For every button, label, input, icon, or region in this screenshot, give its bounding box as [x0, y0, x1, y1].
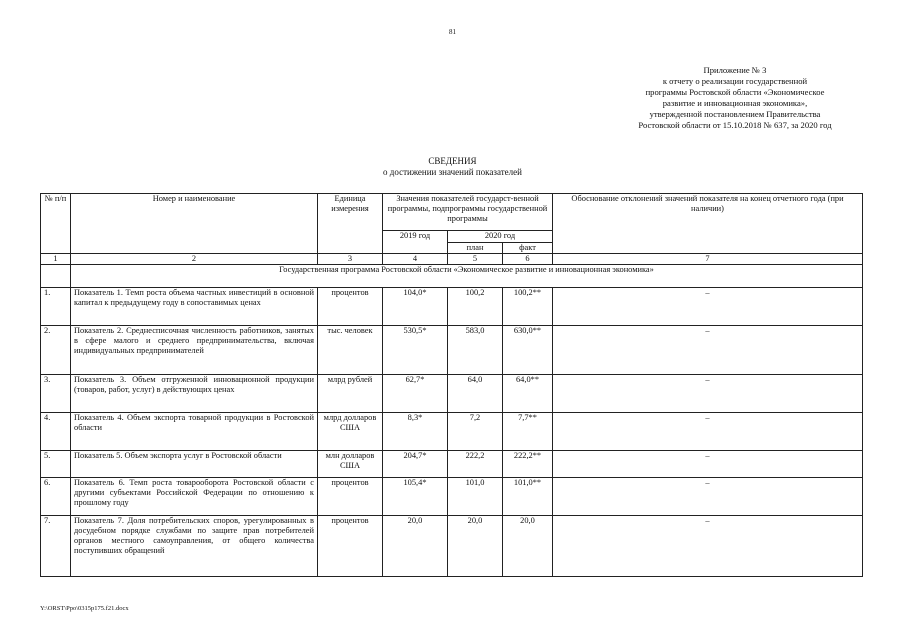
header-year-2020: 2020 год — [448, 231, 553, 243]
row-name: Показатель 7. Доля потребительских споров, урегулированных в досудебном порядке службами по защите прав потребителей органов местного самоуправления, от общего количества поступивших обращений — [71, 516, 318, 577]
row-num: 3. — [41, 375, 71, 413]
program-title-text: Государственная программа Ростовской области «Экономическое развитие и инновационная экономика» — [279, 265, 654, 275]
row-fact: 101,0** — [503, 478, 553, 516]
row-name: Показатель 4. Объем экспорта товарной продукции в Ростовской области — [71, 413, 318, 451]
header-fact: факт — [503, 243, 553, 254]
row-note: – — [553, 326, 863, 375]
appendix-line: утвержденной постановлением Правительства — [649, 109, 821, 120]
row-num: 1. — [41, 288, 71, 326]
row-fact: 20,0 — [503, 516, 553, 577]
table-row — [41, 451, 863, 478]
row-num: 7. — [41, 516, 71, 577]
column-number: 4 — [383, 254, 448, 265]
row-name: Показатель 2. Среднесписочная численность работников, занятых в сфере малого и среднего предпринимательства, включая индивидуальных предпринимателей — [71, 326, 318, 375]
title-subheading: о достижении значений показателей — [383, 167, 522, 177]
column-number: 6 — [503, 254, 553, 265]
header-values: Значения показателей государст-венной программы, подпрограммы государственной программы — [383, 194, 553, 231]
row-num: 4. — [41, 413, 71, 451]
row-2019: 204,7* — [383, 451, 448, 478]
column-number: 3 — [318, 254, 383, 265]
row-fact: 7,7** — [503, 413, 553, 451]
file-path-footer: Y:\ORST\Ppo\0315p175.f21.docx — [40, 605, 129, 612]
header-unit: Единица измерения — [318, 194, 383, 254]
row-name: Показатель 5. Объем экспорта услуг в Ростовской области — [71, 451, 318, 478]
title-heading: СВЕДЕНИЯ — [428, 156, 477, 166]
table-row — [41, 413, 863, 451]
column-number: 1 — [41, 254, 71, 265]
appendix-line: Приложение № 3 — [703, 65, 767, 75]
appendix-block — [600, 65, 870, 132]
row-fact: 630,0** — [503, 326, 553, 375]
row-unit: млрд рублей — [318, 375, 383, 413]
header-year-2019: 2019 год — [383, 231, 448, 254]
row-name: Показатель 3. Объем отгруженной инновационной продукции (товаров, работ, услуг) в действующих ценах — [71, 375, 318, 413]
table-row — [41, 516, 863, 577]
header-plan: план — [448, 243, 503, 254]
row-unit: процентов — [318, 478, 383, 516]
header-justification: Обоснование отклонений значений показателя на конец отчетного года (при наличии) — [553, 194, 863, 254]
appendix-line: Ростовской области от 15.10.2018 № 637, за 2020 год — [638, 120, 832, 131]
row-plan: 100,2 — [448, 288, 503, 326]
row-name: Показатель 6. Темп роста товарооборота Ростовской области с другими субъектами Российской Федерации по отношению к прошлому году — [71, 478, 318, 516]
indicators-table — [40, 193, 863, 577]
appendix-line: развитие и инновационная экономика», — [662, 98, 808, 109]
row-2019: 104,0* — [383, 288, 448, 326]
row-note: – — [553, 413, 863, 451]
table-row — [41, 326, 863, 375]
row-unit: процентов — [318, 516, 383, 577]
header-num: № п/п — [41, 194, 71, 254]
program-title — [71, 265, 863, 288]
row-num: 6. — [41, 478, 71, 516]
row-fact: 64,0** — [503, 375, 553, 413]
row-2019: 62,7* — [383, 375, 448, 413]
row-plan: 20,0 — [448, 516, 503, 577]
row-note: – — [553, 288, 863, 326]
row-unit: процентов — [318, 288, 383, 326]
column-number: 2 — [71, 254, 318, 265]
row-plan: 7,2 — [448, 413, 503, 451]
row-unit: млн долларов США — [318, 451, 383, 478]
row-plan: 64,0 — [448, 375, 503, 413]
column-number: 5 — [448, 254, 503, 265]
document-title — [0, 156, 905, 178]
page-number: 81 — [449, 28, 456, 36]
header-name: Номер и наименование — [71, 194, 318, 254]
row-2019: 105,4* — [383, 478, 448, 516]
row-unit: тыс. человек — [318, 326, 383, 375]
row-note: – — [553, 478, 863, 516]
column-number: 7 — [553, 254, 863, 265]
row-plan: 222,2 — [448, 451, 503, 478]
table-row — [41, 288, 863, 326]
row-note: – — [553, 375, 863, 413]
row-plan: 101,0 — [448, 478, 503, 516]
row-note: – — [553, 451, 863, 478]
row-fact: 222,2** — [503, 451, 553, 478]
row-note: – — [553, 516, 863, 577]
row-2019: 530,5* — [383, 326, 448, 375]
appendix-line: к отчету о реализации государственной — [662, 76, 808, 87]
row-num: 2. — [41, 326, 71, 375]
row-unit: млрд долларов США — [318, 413, 383, 451]
row-plan: 583,0 — [448, 326, 503, 375]
table-row — [41, 375, 863, 413]
table-row — [41, 478, 863, 516]
row-2019: 20,0 — [383, 516, 448, 577]
row-name: Показатель 1. Темп роста объема частных инвестиций в основной капитал к предыдущему году в сопоставимых ценах — [71, 288, 318, 326]
row-2019: 8,3* — [383, 413, 448, 451]
row-fact: 100,2** — [503, 288, 553, 326]
row-num: 5. — [41, 451, 71, 478]
appendix-line: программы Ростовской области «Экономическое — [645, 87, 825, 98]
